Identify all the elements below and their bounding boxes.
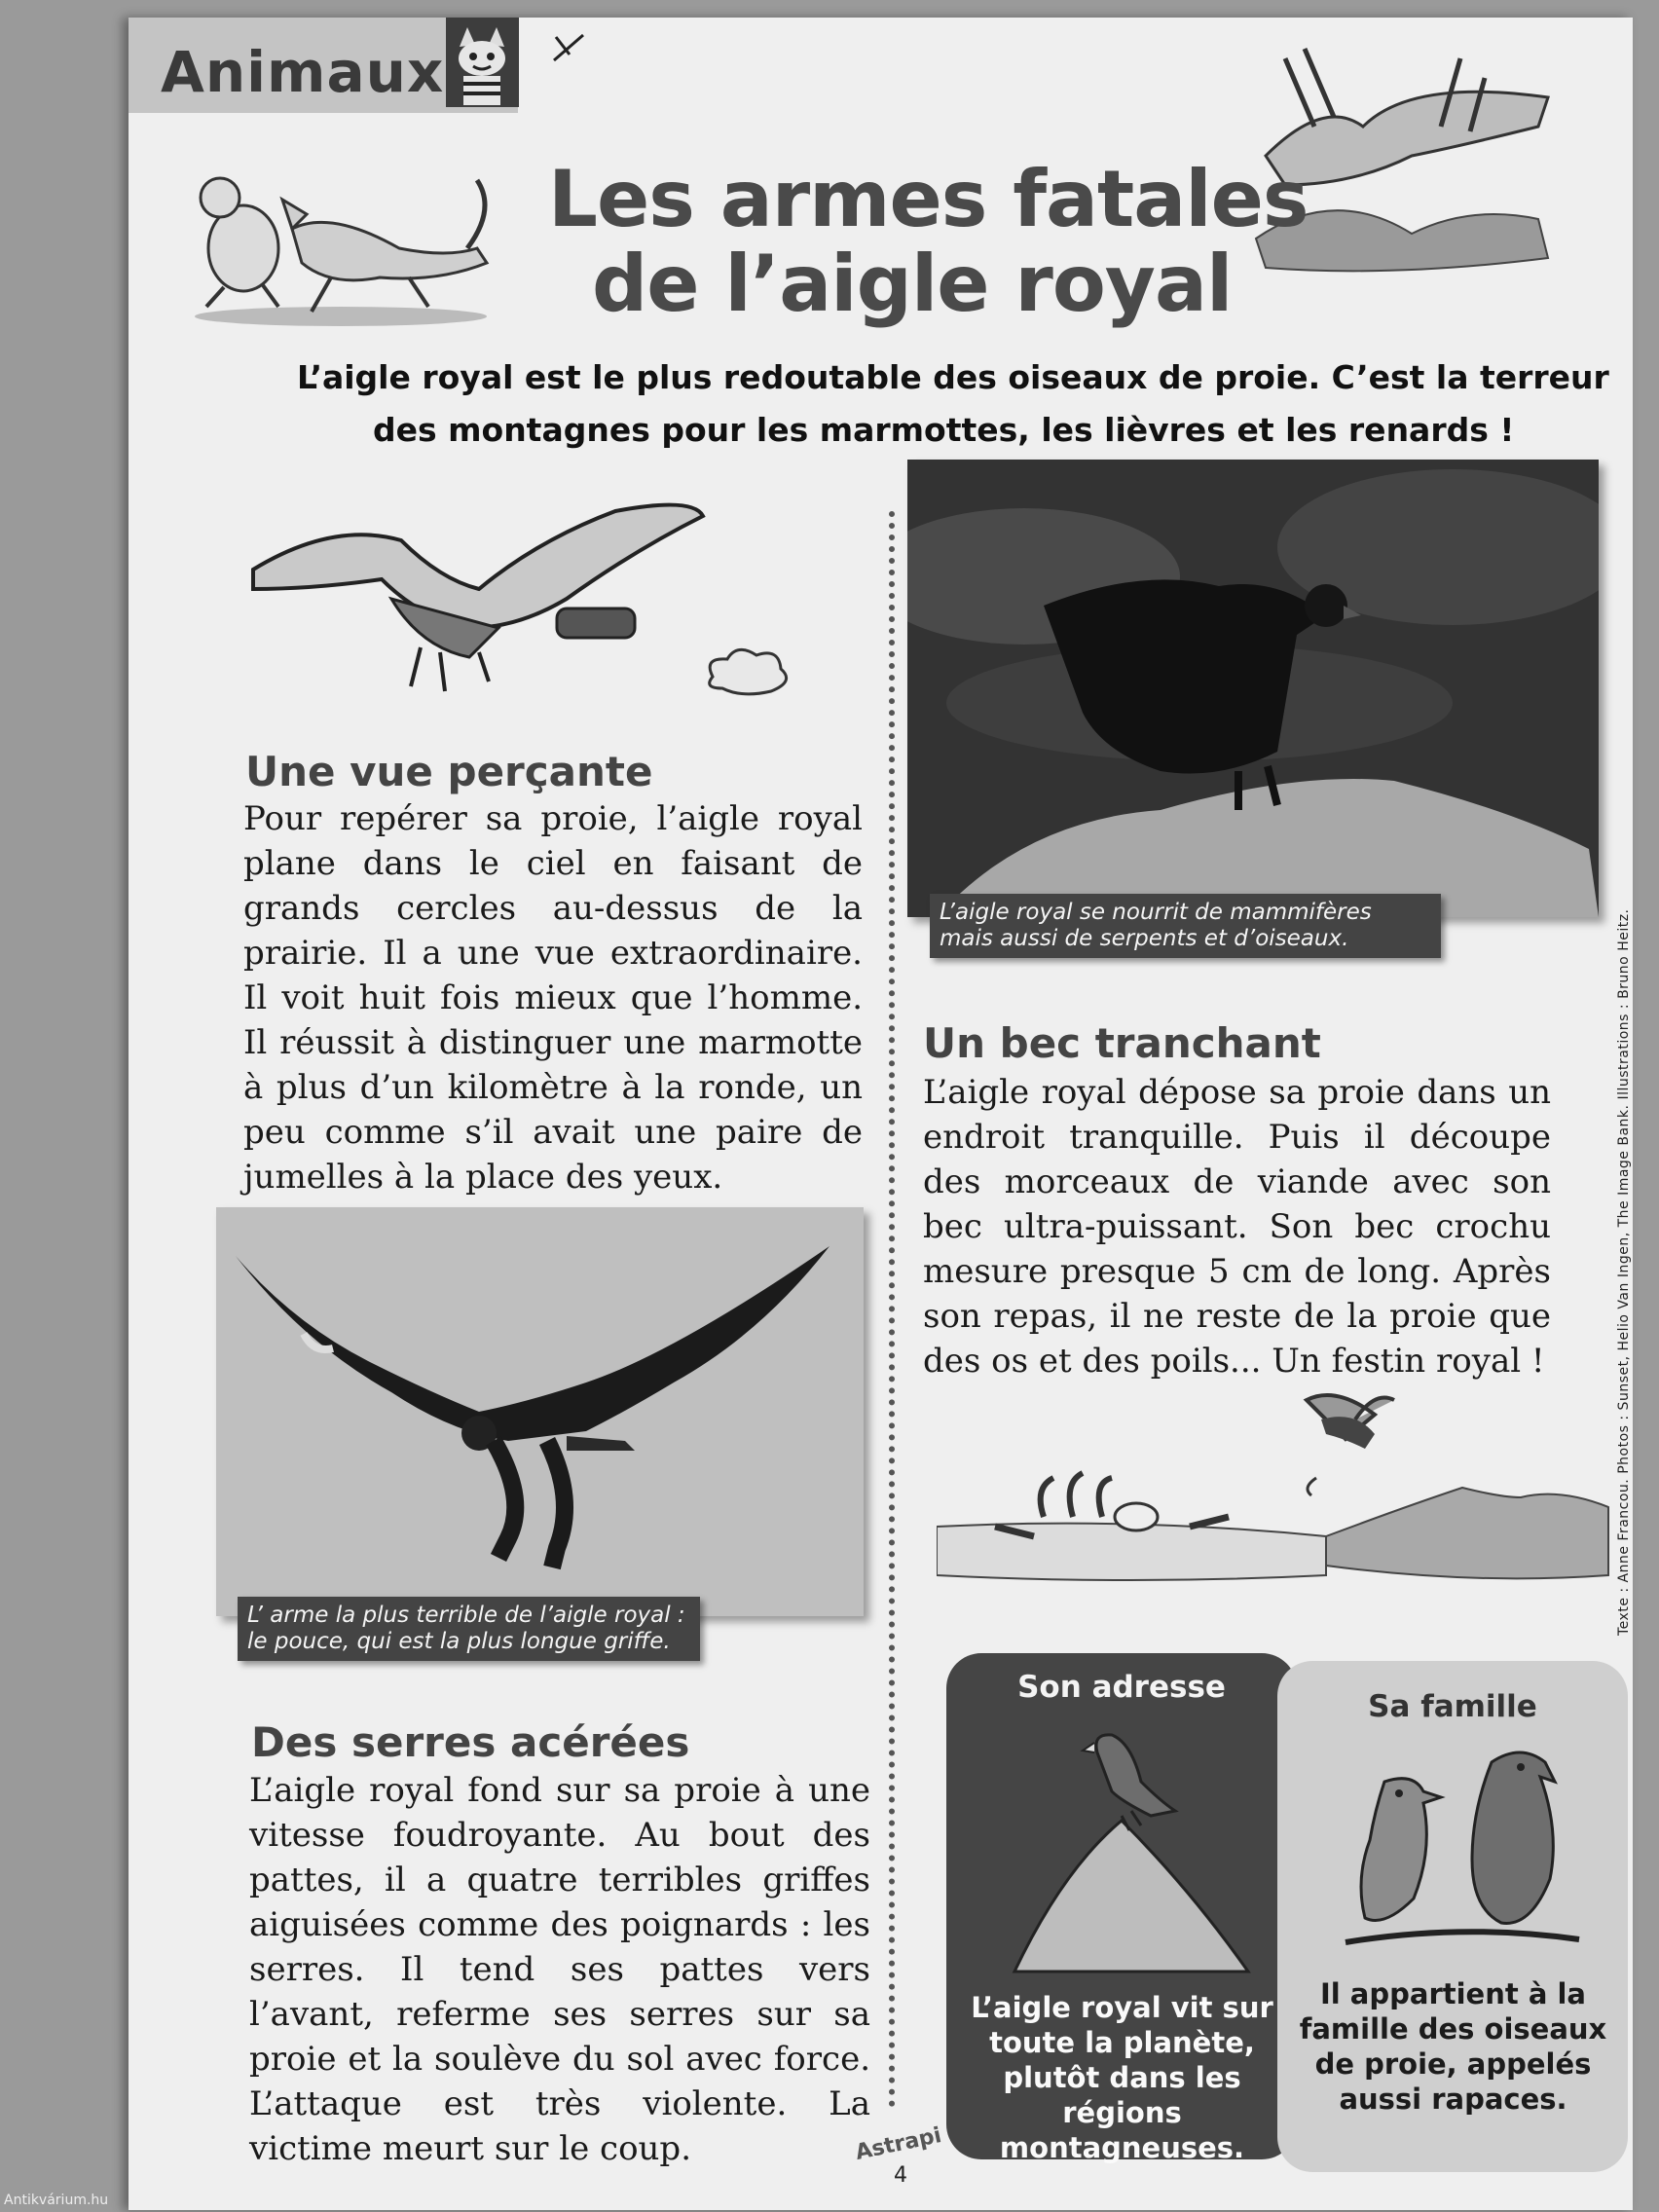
card-adresse-title: Son adresse	[1017, 1670, 1226, 1705]
intro-line-1: L’aigle royal est le plus redoutable des oiseaux de proie. C’est la terreur	[297, 358, 1609, 396]
heading-bec: Un bec tranchant	[923, 1019, 1321, 1067]
card-famille-text: Il appartient à la famille des oiseaux de proie, appelés aussi rapaces.	[1299, 1977, 1607, 2116]
handwritten-mark	[550, 29, 589, 68]
dotted-divider	[889, 511, 895, 2108]
eagle-on-mountain-illustration	[1005, 1723, 1258, 1986]
raptor-family-illustration	[1326, 1733, 1599, 1967]
watermark: Antikvárium.hu	[4, 2193, 109, 2208]
cat-mascot-icon	[446, 18, 519, 107]
eagle-binoculars-illustration	[245, 482, 820, 716]
text-serres: L’aigle royal fond sur sa proie à une vitesse foudroyante. Au bout des pattes, il a quatre terribles griffes aiguisées comme des poignards : les serres. Il tend ses pattes vers l’avant, referme ses serres sur sa proie et la soulève du sol avec force. L’attaque est très violente. La victime meurt sur le coup.	[249, 1771, 870, 2168]
card-adresse-text: L’aigle royal vit sur toute la planète, plutôt dans les régions montagneuses.	[971, 1991, 1273, 2164]
title-line-2: de l’aigle royal	[592, 239, 1233, 329]
photo-flying-eagle	[216, 1207, 864, 1616]
photo-perched-eagle	[907, 460, 1599, 917]
text-bec: L’aigle royal dépose sa proie dans un endroit tranquille. Puis il découpe des morceaux de viande avec son bec ultra-puissant. Son bec crochu mesure presque 5 cm de long. Après son repas, il ne reste de la proie que des os et des poils... Un festin royal !	[923, 1073, 1551, 1381]
intro-line-2: des montagnes pour les marmottes, les lièvres et les renards !	[373, 411, 1515, 449]
marmot-fox-illustration	[185, 170, 516, 331]
text-vue: Pour repérer sa proie, l’aigle royal plane dans le ciel en faisant de grands cercles au-dessus de la prairie. Il a une vue extraordinaire. Il voit huit fois mieux que l’homme. Il réussit à distinguer une marmotte à plus d’un kilomètre à la ronde, un peu comme s’il avait une paire de jumelles à la place des yeux.	[243, 799, 863, 1197]
section-tab-label: Animaux	[161, 39, 445, 105]
brand-logo: Astrapi	[853, 2122, 944, 2166]
caption-flying-eagle: L’ arme la plus terrible de l’aigle royal : le pouce, qui est la plus longue griffe.	[238, 1597, 700, 1661]
page-number: 4	[894, 2163, 907, 2188]
credits-text: Texte : Anne Francou. Photos : Sunset, Helio Van Ingen, The Image Bank. Illustrations : Bruno Heitz.	[1616, 908, 1632, 1636]
caption-perched-eagle: L’aigle royal se nourrit de mammifères mais aussi de serpents et d’oiseaux.	[930, 894, 1441, 958]
heading-serres: Des serres acérées	[251, 1718, 690, 1766]
title-line-1: Les armes fatales	[548, 154, 1309, 244]
card-famille-title: Sa famille	[1368, 1689, 1537, 1724]
heading-vue: Une vue perçante	[245, 748, 653, 795]
bones-landscape-illustration	[937, 1381, 1618, 1624]
